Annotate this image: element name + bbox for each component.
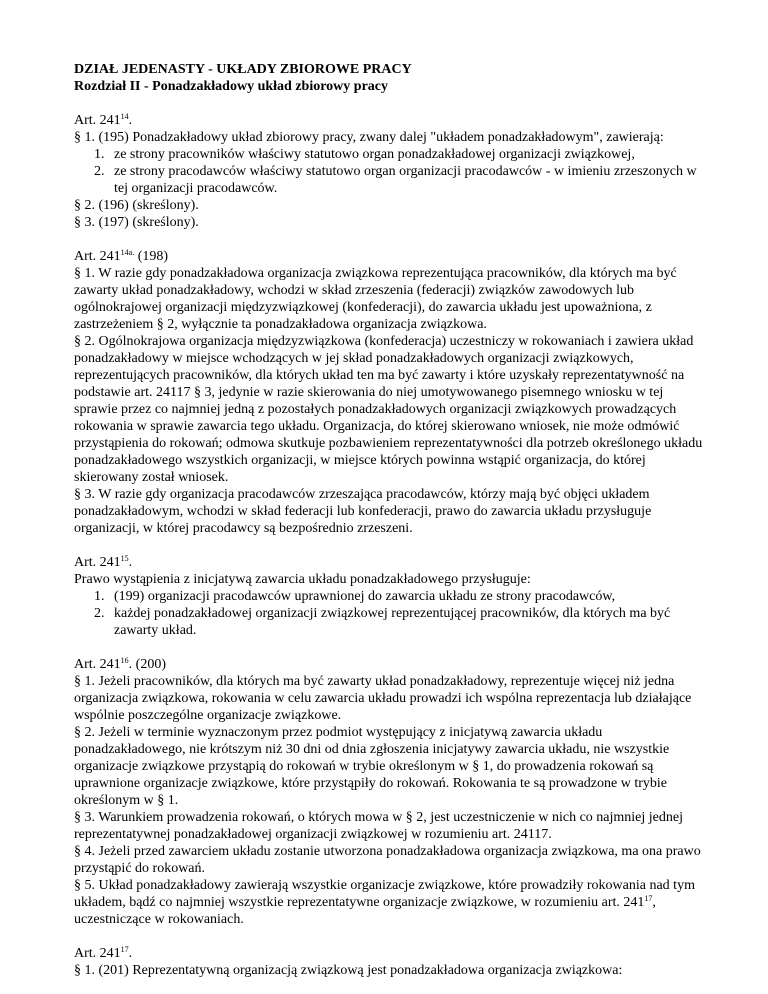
list-item: 1. (199) organizacji pracodawców uprawnionej do zawarcia układu ze strony pracodawców, bbox=[108, 588, 708, 605]
article-paragraph: § 1. Jeżeli pracowników, dla których ma być zawarty układ ponadzakładowy, reprezentuje więcej niż jedna organizacja związkowa, rokowania w celu zawarcia układu prowadzi ich wspólna reprezentacja lub działające wspólnie poszczególne organizacje związkowe. bbox=[74, 674, 692, 723]
article-paragraph: § 2. Ogólnokrajowa organizacja międzyzwiązkowa (konfederacja) uczestniczy w rokowaniach i zawiera układ ponadzakładowy w miejsce wchodzących w jej skład ponadzakładowych organizacji związkowych, reprezentujących pracowników, dla których układ ten ma być zawarty i które uzyskały reprezentatywność na podstawie art. 24117 § 3, jedynie w razie skierowania do niej umotywowanego pisemnego wniosku w tej sprawie przez co najmniej jedną z pozostałych ponadzakładowych organizacji związkowych prowadzących rokowania w sprawie zawarcia tego układu. Organizacja, do której skierowano wniosek, nie może odmówić przystąpienia do rokowań; odmowa skutkuje pozbawieniem reprezentatywności dla potrzeb określonego układu ponadzakładowego wszystkich organizacji, w miejsce których powinna wstąpić organizacja, do której skierowany został wniosek. bbox=[74, 334, 703, 485]
article-title: Art. $241^{14a.}$ (198) bbox=[74, 248, 169, 264]
article-paragraph: § 3. Warunkiem prowadzenia rokowań, o których mowa w § 2, jest uczestniczenie w nich co najmniej jednej reprezentatywnej ponadzakładowej organizacji związkowej w rozumieniu art. 24117. bbox=[74, 810, 683, 842]
article-paragraph: Prawo wystąpienia z inicjatywą zawarcia układu ponadzakładowego przysługuje: bbox=[74, 572, 531, 587]
article-list bbox=[74, 146, 708, 197]
article-paragraph: § 3. (197) (skreślony). bbox=[74, 215, 199, 230]
article-paragraph: § 2. (196) (skreślony). bbox=[74, 198, 199, 213]
article-list bbox=[74, 588, 708, 639]
chapter-title: DZIAŁ JEDENASTY - UKŁADY ZBIOROWE PRACY bbox=[74, 62, 412, 77]
article-title: Art. $241^{14}$. bbox=[74, 112, 133, 128]
list-item: 1. ze strony pracowników właściwy statutowo organ ponadzakładowej organizacji związkowej, bbox=[108, 146, 708, 163]
section-title: Rozdział II - Ponadzakładowy układ zbiorowy pracy bbox=[74, 79, 388, 94]
article-paragraph: § 1. W razie gdy ponadzakładowa organizacja związkowa reprezentująca pracowników, dla których ma być zawarty układ ponadzakładowy, wchodzi w skład zrzeszenia (federacji) związków zawodowych lub ogólnokrajowej organizacji międzyzwiązkowej (konfederacji), do zawarcia układu jest upoważniona, z zastrzeżeniem § 2, wyłącznie ta ponadzakładowa organizacja związkowa. bbox=[74, 266, 677, 332]
article-paragraph: § 3. W razie gdy organizacja pracodawców zrzeszająca pracodawców, którzy mają być objęci układem ponadzakładowym, wchodzi w skład federacji lub konfederacji, prawo do zawarcia układu przysługuje organizacji, w której pracodawcy są bezpośrednio zrzeszeni. bbox=[74, 487, 652, 536]
article-title: Art. $241^{16}$. (200) bbox=[74, 656, 166, 672]
article-paragraph: § 4. Jeżeli przed zawarciem układu zostanie utworzona ponadzakładowa organizacja związkowa, ma ona prawo przystąpić do rokowań. bbox=[74, 844, 701, 876]
article-paragraph: § 5. Układ ponadzakładowy zawierają wszystkie organizacje związkowe, które prowadziły rokowania nad tym układem, bądź co najmniej wszystkie reprezentatywne organizacje związkowe, w rozumieniu art. $241^{17}$, uczestniczące w rokowaniach. bbox=[74, 878, 695, 927]
article-paragraph: § 1. (201) Reprezentatywną organizacją związkową jest ponadzakładowa organizacja związkowa: bbox=[74, 963, 623, 978]
list-item: 2. ze strony pracodawców właściwy statutowo organ organizacji pracodawców - w imieniu zrzeszonych w tej organizacji pracodawców. bbox=[108, 163, 708, 197]
list-item: 2. każdej ponadzakładowej organizacji związkowej reprezentującej pracowników, dla których ma być zawarty układ. bbox=[108, 605, 708, 639]
article-paragraph: § 1. (195) Ponadzakładowy układ zbiorowy pracy, zwany dalej "układem ponadzakładowym", zawierają: bbox=[74, 130, 664, 145]
article-title: Art. $241^{15}$. bbox=[74, 554, 133, 570]
article-paragraph: § 2. Jeżeli w terminie wyznaczonym przez podmiot występujący z inicjatywą zawarcia układu ponadzakładowego, nie krótszym niż 30 dni od dnia zgłoszenia inicjatywy zawarcia układu, nie wszystkie organizacje związkowe przystąpią do rokowań w trybie określonym w § 1, do prowadzenia rokowań są uprawnione organizacje związkowe, które przystąpiły do rokowań. Rokowania te są prowadzone w trybie określonym w § 1. bbox=[74, 725, 670, 808]
article-title: Art. $241^{17}$. bbox=[74, 945, 133, 961]
